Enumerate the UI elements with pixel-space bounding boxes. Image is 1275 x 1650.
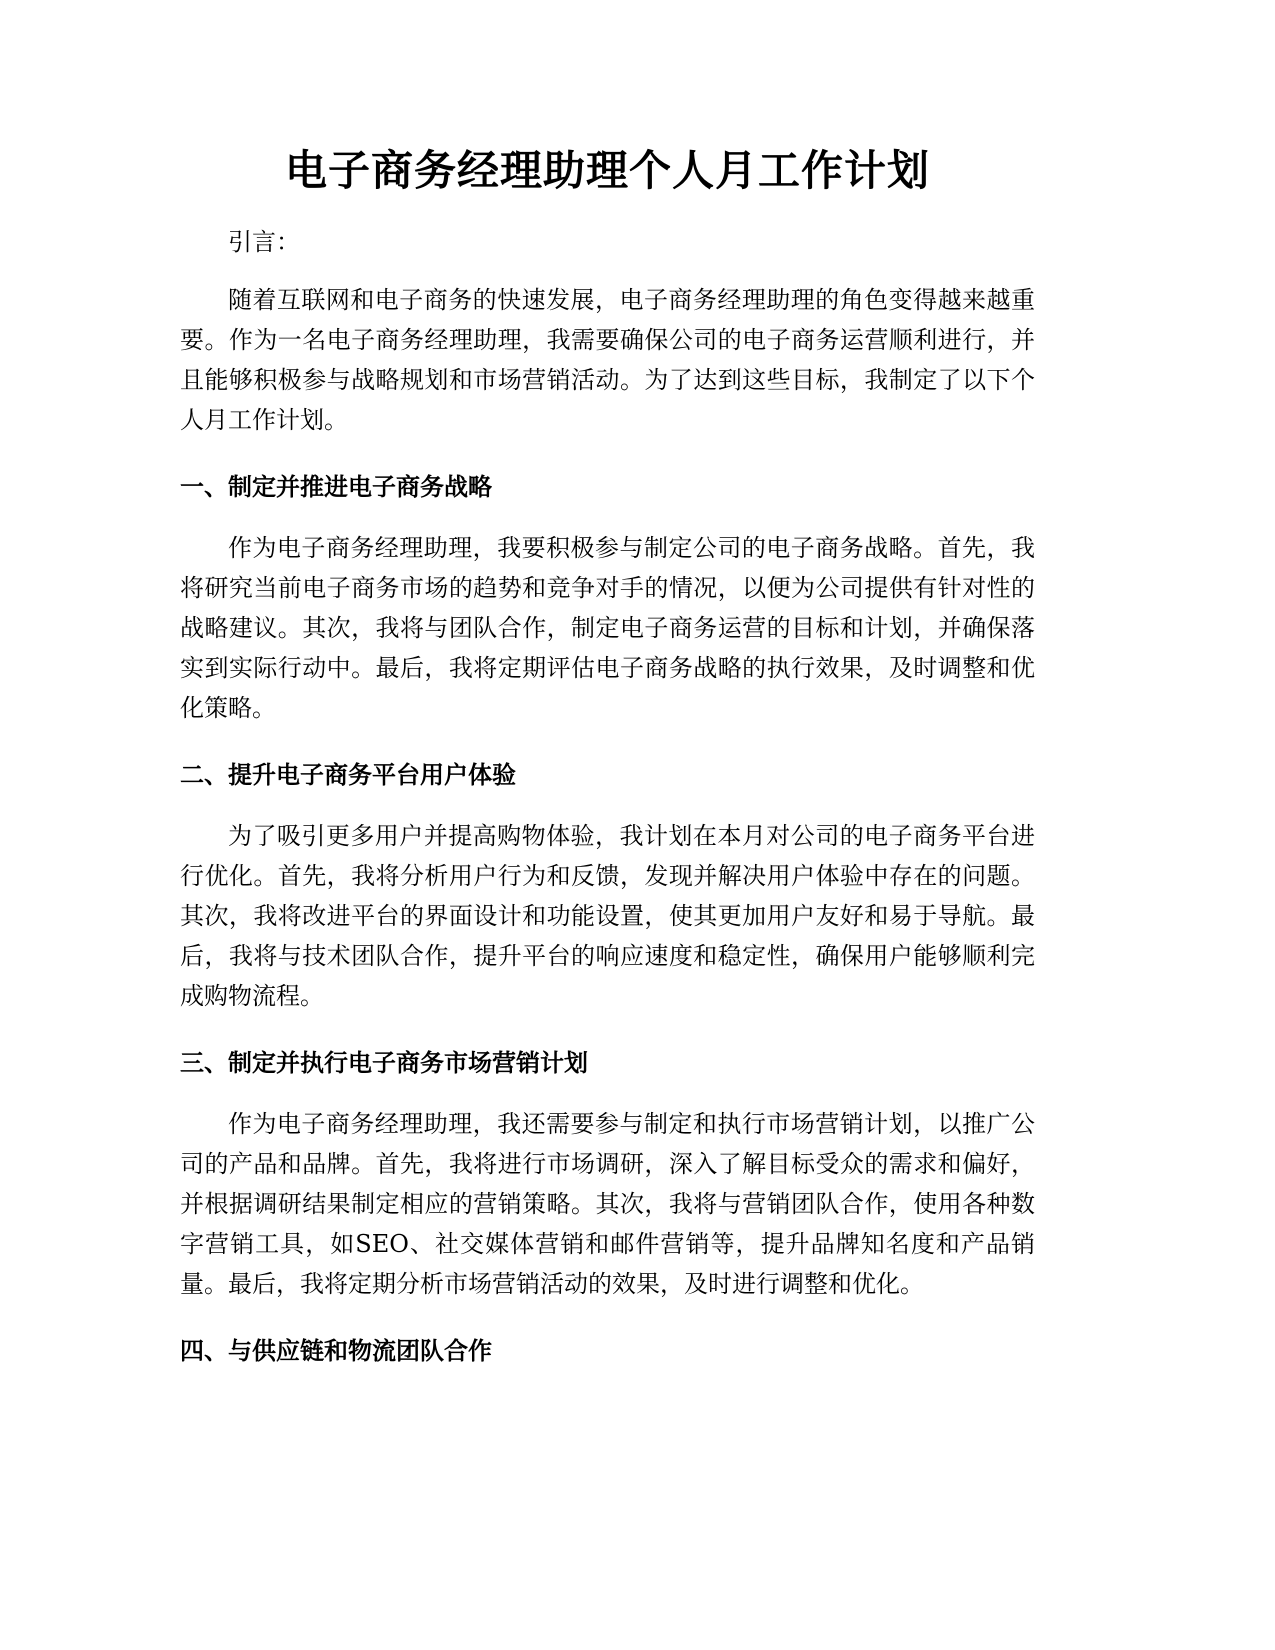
section-body-1: 作为电子商务经理助理，我要积极参与制定公司的电子商务战略。首先，我将研究当前电子商务市场的趋势和竞争对手的情况，以便为公司提供有针对性的战略建议。其次，我将与团队合作，制定电子商务运营的目标和计划，并确保落实到实际行动中。最后，我将定期评估电子商务战略的执行效果，及时调整和优化策略。 — [180, 534, 1035, 722]
section-heading-2: 二、提升电子商务平台用户体验 — [180, 761, 516, 789]
section-body-3: 作为电子商务经理助理，我还需要参与制定和执行市场营销计划，以推广公司的产品和品牌。首先，我将进行市场调研，深入了解目标受众的需求和偏好，并根据调研结果制定相应的营销策略。其次，我将与营销团队合作，使用各种数字营销工具，如SEO、社交媒体营销和邮件营销等，提升品牌知名度和产品销量。最后，我将定期分析市场营销活动的效果，及时进行调整和优化。 — [180, 1110, 1035, 1298]
intro-paragraph: 随着互联网和电子商务的快速发展，电子商务经理助理的角色变得越来越重要。作为一名电子商务经理助理，我需要确保公司的电子商务运营顺利进行，并且能够积极参与战略规划和市场营销活动。为了达到这些目标，我制定了以下个人月工作计划。 — [180, 286, 1035, 434]
intro-label: 引言： — [228, 228, 300, 256]
section-heading-4: 四、与供应链和物流团队合作 — [180, 1337, 492, 1365]
document-page — [180, 140, 1035, 1392]
section-body-2: 为了吸引更多用户并提高购物体验，我计划在本月对公司的电子商务平台进行优化。首先，我将分析用户行为和反馈，发现并解决用户体验中存在的问题。其次，我将改进平台的界面设计和功能设置，使其更加用户友好和易于导航。最后，我将与技术团队合作，提升平台的响应速度和稳定性，确保用户能够顺利完成购物流程。 — [180, 822, 1035, 1010]
section-heading-3: 三、制定并执行电子商务市场营销计划 — [180, 1049, 588, 1077]
document-title: 电子商务经理助理个人月工作计划 — [284, 146, 930, 195]
section-heading-1: 一、制定并推进电子商务战略 — [180, 473, 492, 501]
